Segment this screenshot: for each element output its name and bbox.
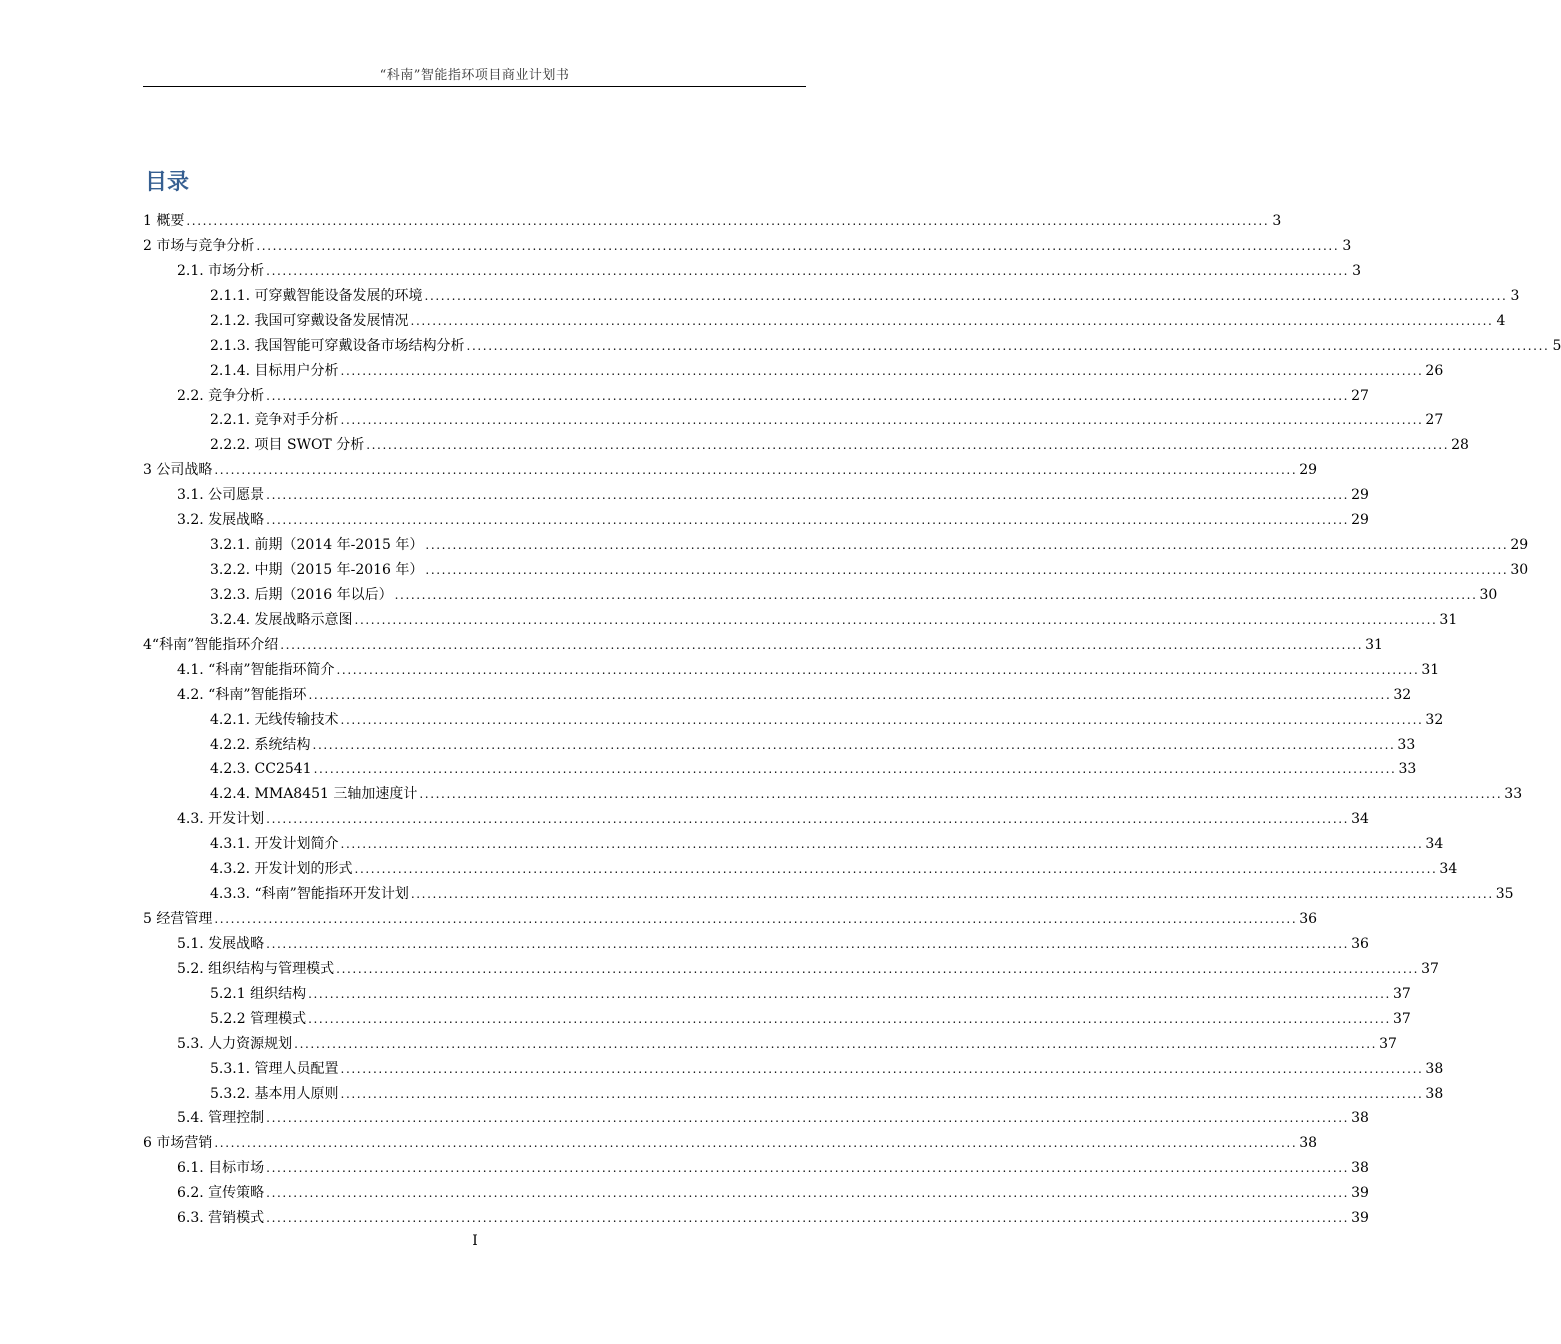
toc-entry-label: 4.3.3. “科南”智能指环开发计划 bbox=[210, 886, 409, 903]
toc-entry[interactable] bbox=[0, 1131, 1318, 1156]
toc-leader-dots: ........................................................................................................................................................................................................ bbox=[266, 488, 1350, 503]
toc-entry-page: 35 bbox=[1495, 886, 1514, 903]
toc-entry-label: 6.1. 目标市场 bbox=[177, 1160, 265, 1177]
toc-leader-dots: ........................................................................................................................................................................................................ bbox=[410, 887, 1494, 902]
toc-entry[interactable] bbox=[0, 608, 1458, 633]
toc-entry-page: 29 bbox=[1351, 487, 1369, 504]
toc-entry-page: 38 bbox=[1425, 1060, 1444, 1077]
toc-entry-page: 3 bbox=[1342, 237, 1352, 254]
toc-entry-label: 6.3. 营销模式 bbox=[177, 1210, 265, 1227]
toc-entry-line bbox=[210, 408, 1444, 433]
toc-entry[interactable] bbox=[0, 384, 1369, 409]
toc-leader-dots: ........................................................................................................................................................................................................ bbox=[214, 1136, 1298, 1151]
toc-entry-page: 34 bbox=[1439, 861, 1458, 878]
toc-entry[interactable] bbox=[0, 982, 1411, 1007]
toc-entry[interactable] bbox=[0, 1082, 1444, 1107]
toc-entry-page: 3 bbox=[1272, 213, 1282, 229]
toc-entry[interactable] bbox=[0, 433, 1469, 458]
toc-leader-dots: ........................................................................................................................................................................................................ bbox=[340, 1061, 1424, 1076]
toc-entry-line bbox=[210, 334, 1561, 359]
toc-leader-dots: ........................................................................................................................................................................................................ bbox=[340, 1086, 1424, 1101]
toc-entry-label: 1 概要 bbox=[143, 213, 185, 229]
toc-entry[interactable] bbox=[0, 1007, 1411, 1032]
toc-entry-label: 5 经营管理 bbox=[143, 911, 213, 928]
toc-entry[interactable] bbox=[0, 882, 1514, 907]
toc-entry-label: 2.1. 市场分析 bbox=[177, 262, 265, 279]
toc-leader-dots: ........................................................................................................................................................................................................ bbox=[256, 238, 1340, 253]
toc-entry[interactable] bbox=[0, 807, 1369, 832]
toc-entry[interactable] bbox=[0, 757, 1417, 782]
toc-entry[interactable] bbox=[0, 658, 1440, 683]
toc-entry-line bbox=[210, 608, 1458, 633]
toc-entry-label: 4.3.2. 开发计划的形式 bbox=[210, 861, 353, 878]
toc-entry[interactable] bbox=[0, 234, 1352, 259]
toc-leader-dots: ........................................................................................................................................................................................................ bbox=[266, 263, 1350, 278]
toc-entry-page: 28 bbox=[1451, 437, 1469, 454]
toc-entry[interactable] bbox=[0, 957, 1439, 982]
toc-entry[interactable] bbox=[0, 1181, 1369, 1206]
toc-entry-line bbox=[210, 359, 1444, 384]
toc-entry-label: 3 公司战略 bbox=[143, 462, 213, 479]
toc-entry-page: 5 bbox=[1552, 337, 1561, 354]
toc-entry-label: 3.2.3. 后期（2016 年以后） bbox=[210, 586, 393, 603]
toc-entry-label: 6.2. 宣传策略 bbox=[177, 1185, 265, 1202]
toc-entry-label: 2.1.1. 可穿戴智能设备发展的环境 bbox=[210, 287, 423, 304]
toc-entry-line bbox=[177, 1181, 1369, 1206]
toc-leader-dots: ........................................................................................................................................................................................................ bbox=[280, 637, 1364, 652]
toc-entry-page: 36 bbox=[1299, 911, 1318, 928]
toc-entry[interactable] bbox=[0, 832, 1444, 857]
toc-entry[interactable] bbox=[0, 733, 1416, 758]
toc-entry-page: 31 bbox=[1439, 611, 1458, 628]
toc-entry[interactable] bbox=[0, 533, 1529, 558]
toc-entry-line bbox=[143, 209, 1282, 234]
toc-entry-label: 4.1. “科南”智能指环简介 bbox=[177, 661, 335, 678]
toc-entry-line bbox=[177, 683, 1412, 708]
toc-leader-dots: ........................................................................................................................................................................................................ bbox=[425, 563, 1509, 578]
toc-entry-page: 3 bbox=[1510, 287, 1520, 304]
toc-leader-dots: ........................................................................................................................................................................................................ bbox=[214, 912, 1298, 927]
toc-entry-line bbox=[177, 957, 1439, 982]
toc-entry-line bbox=[210, 284, 1520, 309]
toc-entry-line bbox=[210, 533, 1529, 558]
toc-entry-line bbox=[210, 832, 1444, 857]
toc-leader-dots: ........................................................................................................................................................................................................ bbox=[294, 1036, 1378, 1051]
toc-entry-label: 3.2.1. 前期（2014 年-2015 年） bbox=[210, 537, 424, 554]
toc-entry-label: 4.2.4. MMA8451 三轴加速度计 bbox=[210, 786, 418, 803]
toc-leader-dots: ........................................................................................................................................................................................................ bbox=[394, 587, 1478, 602]
toc-entry[interactable] bbox=[0, 558, 1529, 583]
toc-entry[interactable] bbox=[0, 1057, 1444, 1082]
toc-entry-label: 4.2.1. 无线传输技术 bbox=[210, 711, 339, 728]
toc-entry-line bbox=[210, 708, 1444, 733]
toc-entry-label: 3.2.2. 中期（2015 年-2016 年） bbox=[210, 562, 424, 579]
toc-leader-dots: ........................................................................................................................................................................................................ bbox=[340, 712, 1424, 727]
toc-leader-dots: ........................................................................................................................................................................................................ bbox=[308, 1011, 1391, 1026]
toc-entry-line bbox=[210, 583, 1498, 608]
toc-leader-dots: ........................................................................................................................................................................................................ bbox=[266, 1211, 1350, 1226]
toc-leader-dots: ........................................................................................................................................................................................................ bbox=[366, 438, 1450, 453]
toc-leader-dots: ........................................................................................................................................................................................................ bbox=[266, 1161, 1350, 1176]
toc-leader-dots: ........................................................................................................................................................................................................ bbox=[308, 986, 1391, 1001]
toc-entry[interactable] bbox=[0, 458, 1318, 483]
toc-leader-dots: ........................................................................................................................................................................................................ bbox=[308, 687, 1392, 702]
toc-entry-label: 4.2.2. 系统结构 bbox=[210, 736, 311, 753]
toc-leader-dots: ........................................................................................................................................................................................................ bbox=[419, 787, 1503, 802]
toc-entry-label: 4.3.1. 开发计划简介 bbox=[210, 836, 339, 853]
toc-entry[interactable] bbox=[0, 633, 1383, 658]
toc-heading: 目录 bbox=[145, 170, 190, 195]
toc-leader-dots: ........................................................................................................................................................................................................ bbox=[266, 388, 1350, 403]
toc-entry-page: 39 bbox=[1351, 1185, 1369, 1202]
toc-entry-label: 5.2. 组织结构与管理模式 bbox=[177, 960, 335, 977]
toc-entry-page: 31 bbox=[1365, 636, 1383, 653]
toc-entry[interactable] bbox=[0, 683, 1412, 708]
toc-entry-line bbox=[210, 558, 1529, 583]
toc-entry-line bbox=[143, 1131, 1318, 1156]
toc-entry[interactable] bbox=[0, 857, 1458, 882]
toc-leader-dots: ........................................................................................................................................................................................................ bbox=[425, 538, 1509, 553]
toc-entry-page: 26 bbox=[1425, 362, 1444, 379]
toc-entry[interactable] bbox=[0, 483, 1369, 508]
toc-entry-page: 36 bbox=[1351, 935, 1369, 952]
page-header-title: “科南”智能指环项目商业计划书 bbox=[379, 68, 570, 83]
toc-leader-dots: ........................................................................................................................................................................................................ bbox=[340, 413, 1424, 428]
toc-leader-dots: ........................................................................................................................................................................................................ bbox=[340, 837, 1424, 852]
toc-entry-line bbox=[210, 1007, 1411, 1032]
toc-entry-line bbox=[210, 782, 1523, 807]
toc-leader-dots: ........................................................................................................................................................................................................ bbox=[266, 936, 1350, 951]
toc-entry-page: 32 bbox=[1425, 711, 1444, 728]
toc-entry-page: 33 bbox=[1504, 786, 1523, 803]
toc-entry[interactable] bbox=[0, 508, 1369, 533]
toc-leader-dots: ........................................................................................................................................................................................................ bbox=[466, 338, 1550, 353]
toc-entry-page: 39 bbox=[1351, 1210, 1369, 1227]
toc-entry-line bbox=[210, 433, 1469, 458]
toc-leader-dots: ........................................................................................................................................................................................................ bbox=[313, 762, 1397, 777]
toc-entry-page: 29 bbox=[1510, 537, 1529, 554]
toc-entry-line bbox=[177, 259, 1362, 284]
toc-entry-label: 2.1.2. 我国可穿戴设备发展情况 bbox=[210, 312, 409, 329]
toc-entry-label: 5.2.1 组织结构 bbox=[210, 985, 307, 1002]
toc-entry-line bbox=[210, 309, 1506, 334]
header-divider bbox=[143, 86, 806, 87]
toc-entry-line bbox=[177, 384, 1369, 409]
toc-entry-label: 4.3. 开发计划 bbox=[177, 811, 265, 828]
toc-entry-page: 29 bbox=[1299, 462, 1318, 479]
toc-entry-label: 5.1. 发展战略 bbox=[177, 935, 265, 952]
toc-entry-page: 37 bbox=[1421, 960, 1439, 977]
toc-entry[interactable] bbox=[0, 583, 1498, 608]
toc-entry[interactable] bbox=[0, 309, 1506, 334]
toc-entry-page: 38 bbox=[1351, 1110, 1369, 1127]
toc-leader-dots: ........................................................................................................................................................................................................ bbox=[424, 288, 1508, 303]
toc-entry-label: 2.2.1. 竞争对手分析 bbox=[210, 412, 339, 429]
toc-entry-label: 2.1.4. 目标用户分析 bbox=[210, 362, 339, 379]
toc-entry-page: 34 bbox=[1425, 836, 1444, 853]
toc-leader-dots: ........................................................................................................................................................................................................ bbox=[266, 1186, 1350, 1201]
toc-entry[interactable] bbox=[0, 1106, 1369, 1131]
toc-entry-line bbox=[210, 1082, 1444, 1107]
toc-entry-line bbox=[210, 982, 1411, 1007]
toc-entry-line bbox=[210, 757, 1417, 782]
toc-entry-page: 37 bbox=[1392, 1010, 1411, 1027]
toc-entry-page: 34 bbox=[1351, 811, 1369, 828]
toc-leader-dots: ........................................................................................................................................................................................................ bbox=[354, 612, 1438, 627]
toc-leader-dots: ........................................................................................................................................................................................................ bbox=[410, 313, 1494, 328]
toc-entry-line bbox=[143, 458, 1318, 483]
toc-entry-line bbox=[177, 508, 1369, 533]
toc-entry[interactable] bbox=[0, 408, 1444, 433]
toc-entry[interactable] bbox=[0, 259, 1362, 284]
toc-entry[interactable] bbox=[0, 782, 1523, 807]
toc-entry-label: 5.2.2 管理模式 bbox=[210, 1010, 307, 1027]
toc-entry-label: 5.4. 管理控制 bbox=[177, 1110, 265, 1127]
toc-leader-dots: ........................................................................................................................................................................................................ bbox=[266, 513, 1350, 528]
toc-entry-line bbox=[177, 483, 1369, 508]
toc-entry-page: 27 bbox=[1351, 387, 1369, 404]
toc-entry-page: 33 bbox=[1397, 736, 1416, 753]
toc-entry-page: 30 bbox=[1479, 586, 1498, 603]
toc-entry-page: 38 bbox=[1351, 1160, 1369, 1177]
toc-entry-label: 2.1.3. 我国智能可穿戴设备市场结构分析 bbox=[210, 337, 465, 354]
toc-entry-label: 4.2.3. CC2541 bbox=[210, 761, 312, 778]
toc-leader-dots: ........................................................................................................................................................................................................ bbox=[354, 862, 1438, 877]
toc-leader-dots: ........................................................................................................................................................................................................ bbox=[266, 1111, 1350, 1126]
toc-entry-label: 5.3. 人力资源规划 bbox=[177, 1035, 293, 1052]
toc-entry-page: 30 bbox=[1510, 562, 1529, 579]
toc-entry-line bbox=[177, 1156, 1369, 1181]
toc-entry[interactable] bbox=[0, 907, 1318, 932]
toc-entry-page: 27 bbox=[1425, 412, 1444, 429]
toc-entry[interactable] bbox=[0, 1206, 1369, 1231]
toc-entry-page: 38 bbox=[1299, 1135, 1318, 1152]
toc-entry-line bbox=[143, 633, 1383, 658]
toc-leader-dots: ........................................................................................................................................................................................................ bbox=[186, 214, 1270, 228]
toc-entry-label: 2 市场与竞争分析 bbox=[143, 237, 255, 254]
toc-entry-label: 3.2. 发展战略 bbox=[177, 512, 265, 529]
toc-entry[interactable] bbox=[0, 284, 1520, 309]
toc-entry-label: 6 市场营销 bbox=[143, 1135, 213, 1152]
toc-entry-line bbox=[177, 932, 1369, 957]
toc-entry-label: 5.3.1. 管理人员配置 bbox=[210, 1060, 339, 1077]
toc-entry-line bbox=[177, 658, 1440, 683]
toc-entry-label: 5.3.2. 基本用人原则 bbox=[210, 1085, 339, 1102]
toc-entry-line bbox=[210, 733, 1416, 758]
toc-entry[interactable] bbox=[0, 359, 1444, 384]
toc-entry[interactable] bbox=[0, 932, 1369, 957]
toc-entry-label: 3.2.4. 发展战略示意图 bbox=[210, 611, 353, 628]
toc-entry-page: 29 bbox=[1351, 512, 1369, 529]
toc-entry[interactable] bbox=[0, 209, 1282, 234]
toc-entry-page: 4 bbox=[1496, 312, 1506, 329]
toc-entry-line bbox=[177, 1032, 1397, 1057]
toc-entry-line bbox=[210, 882, 1514, 907]
toc-leader-dots: ........................................................................................................................................................................................................ bbox=[336, 662, 1420, 677]
toc-entry-label: 2.2.2. 项目 SWOT 分析 bbox=[210, 437, 365, 454]
toc-entry-line bbox=[210, 857, 1458, 882]
toc-leader-dots: ........................................................................................................................................................................................................ bbox=[340, 363, 1424, 378]
toc-leader-dots: ........................................................................................................................................................................................................ bbox=[266, 812, 1350, 827]
toc-entry[interactable] bbox=[0, 1156, 1369, 1181]
toc-entry[interactable] bbox=[0, 1032, 1397, 1057]
toc-entry[interactable] bbox=[0, 334, 1561, 359]
toc-entry-line bbox=[143, 907, 1318, 932]
toc-entry-page: 33 bbox=[1398, 761, 1417, 778]
toc-leader-dots: ........................................................................................................................................................................................................ bbox=[312, 737, 1396, 752]
toc-entry-page: 38 bbox=[1425, 1085, 1444, 1102]
toc-entry-page: 3 bbox=[1352, 262, 1362, 279]
toc-entry-label: 4.2. “科南”智能指环 bbox=[177, 686, 307, 703]
toc-leader-dots: ........................................................................................................................................................................................................ bbox=[214, 463, 1298, 478]
toc-entry[interactable] bbox=[0, 708, 1444, 733]
toc-entry-line bbox=[210, 1057, 1444, 1082]
toc-entry-label: 4“科南”智能指环介绍 bbox=[143, 636, 279, 653]
toc-entry-label: 2.2. 竞争分析 bbox=[177, 387, 265, 404]
toc-entry-line bbox=[177, 1106, 1369, 1131]
page-number: I bbox=[472, 1233, 478, 1249]
toc-leader-dots: ........................................................................................................................................................................................................ bbox=[336, 961, 1420, 976]
toc-entry-line bbox=[177, 807, 1369, 832]
toc-entry-line bbox=[143, 234, 1352, 259]
toc-entry-page: 37 bbox=[1379, 1035, 1397, 1052]
toc-entry-line bbox=[177, 1206, 1369, 1231]
toc-entry-page: 37 bbox=[1392, 985, 1411, 1002]
toc-entry-page: 32 bbox=[1393, 686, 1412, 703]
toc-entry-label: 3.1. 公司愿景 bbox=[177, 487, 265, 504]
toc-entry-page: 31 bbox=[1421, 661, 1440, 678]
